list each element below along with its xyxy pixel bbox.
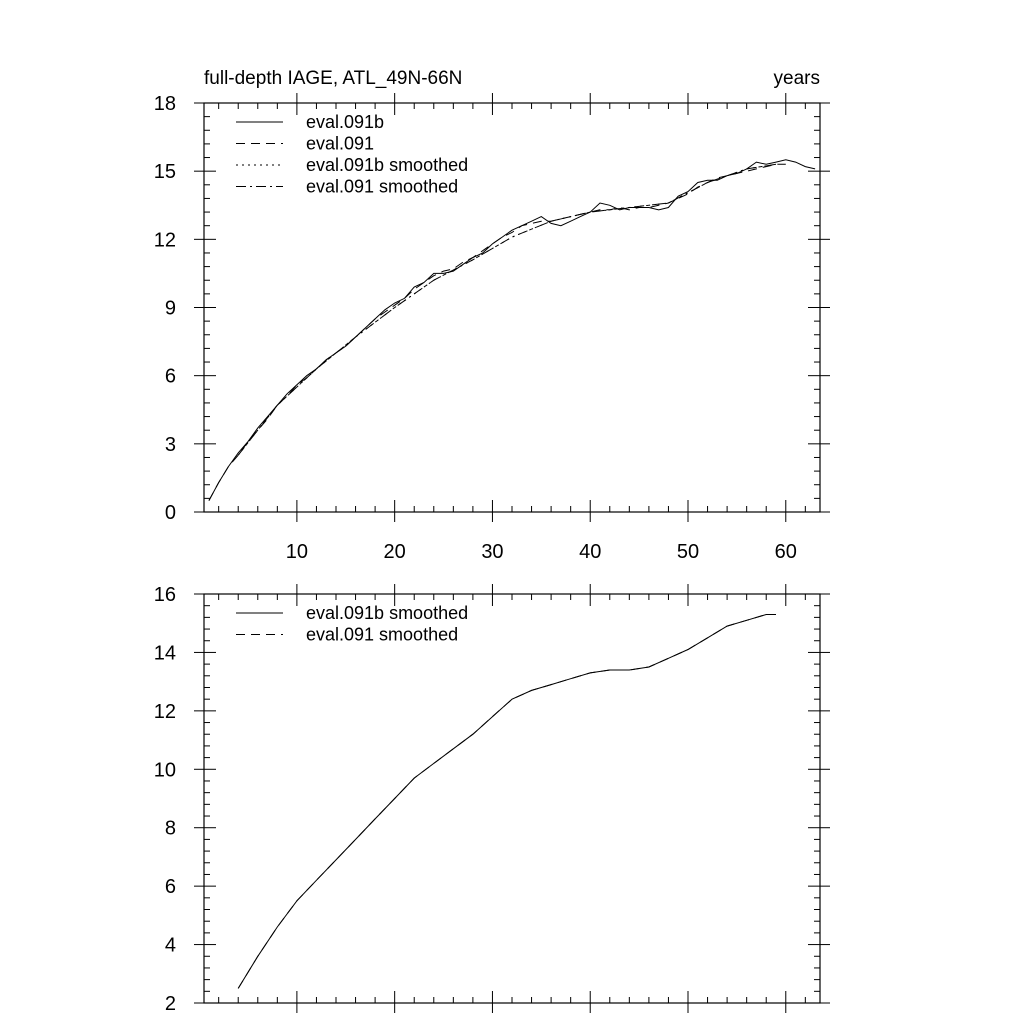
top-panel-units: years [773,68,820,89]
y-tick-label: 12 [153,700,176,723]
series-line-2 [238,164,776,455]
top-panel-legend [236,112,468,197]
top-panel-title: full-depth IAGE, ATL_49N-66N [204,68,463,89]
y-tick-label: 9 [164,297,176,320]
legend-label-0: eval.091b [306,112,385,132]
y-tick-label: 18 [153,93,176,115]
series-line-1 [209,164,786,500]
series-line-1 [238,615,776,989]
y-tick-label: 6 [164,876,176,899]
legend-label-0: eval.091b smoothed [306,603,469,623]
y-tick-label: 3 [164,433,176,456]
series-line-0 [209,160,815,501]
y-tick-label: 14 [153,642,176,665]
bottom-panel-axes [154,584,830,1015]
series-line-3 [238,164,776,455]
x-tick-label: 40 [579,541,602,563]
y-tick-label: 4 [164,934,176,957]
legend-label-3: eval.091 smoothed [306,176,459,197]
y-tick-label: 16 [153,584,176,606]
y-tick-label: 15 [153,161,176,184]
y-tick-label: 10 [153,759,176,782]
y-tick-label: 8 [164,817,176,840]
top-panel [154,68,830,563]
x-tick-label: 10 [285,541,309,563]
y-tick-label: 12 [153,229,176,252]
top-panel-axes [154,93,830,563]
y-tick-label: 2 [164,993,176,1015]
plot-frame [204,103,820,512]
legend-label-1: eval.091 [306,133,375,154]
bottom-panel-legend [236,603,468,645]
x-tick-label: 50 [676,541,700,563]
bottom-panel [154,584,830,1015]
x-tick-label: 60 [774,541,797,563]
y-tick-label: 6 [164,365,176,388]
x-tick-label: 30 [481,541,504,563]
top-panel-series [209,160,815,501]
bottom-panel-series [238,615,776,989]
legend-label-2: eval.091b smoothed [306,155,469,175]
series-line-0 [238,615,776,989]
y-tick-label: 0 [164,502,176,524]
x-tick-label: 20 [383,541,406,563]
legend-label-1: eval.091 smoothed [306,624,459,645]
plot-frame [204,594,820,1003]
